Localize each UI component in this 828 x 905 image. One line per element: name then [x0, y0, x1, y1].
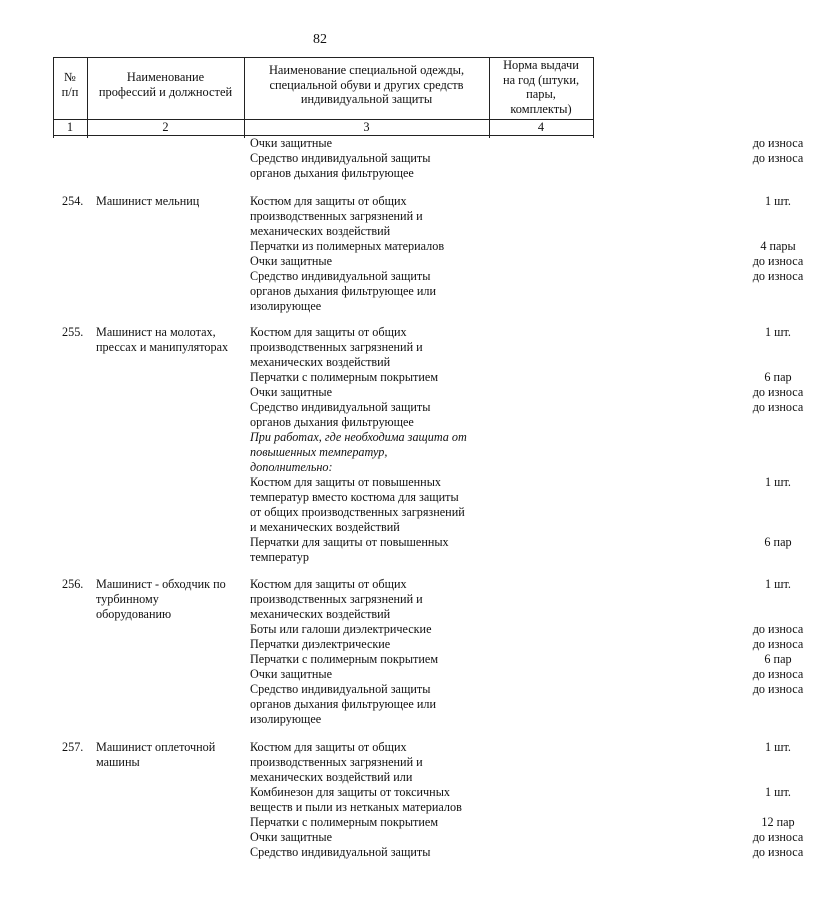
item-text: органов дыхания фильтрующее или: [250, 284, 437, 298]
item-text: изолирующее: [250, 299, 322, 313]
item-text: Комбинезон для защиты от токсичных: [250, 785, 450, 799]
item-line: [250, 269, 804, 284]
profession-name: [96, 325, 246, 355]
item-norm: до износа: [752, 830, 804, 844]
item-line: [250, 592, 500, 607]
item-text: Средство индивидуальной защиты: [250, 845, 431, 859]
item-text: Костюм для защиты от общих: [250, 325, 407, 339]
item-text: органов дыхания фильтрующее: [250, 415, 414, 429]
item-norm: до износа: [752, 269, 804, 283]
item-line: [250, 607, 500, 622]
item-line: [250, 136, 804, 151]
item-line: [250, 550, 500, 565]
item-text: Очки защитные: [250, 136, 332, 150]
item-line: [250, 209, 500, 224]
item-line: [250, 254, 804, 269]
header-col-equipment: Наименование специальной одежды, специальной обуви и других средств индивидуальной защиты: [268, 63, 465, 107]
item-text: При работах, где необходима защита от: [250, 430, 467, 444]
item-line: [250, 224, 500, 239]
header-number-1: 1: [66, 120, 74, 134]
profession-line: оборудованию: [96, 607, 172, 621]
item-line: [250, 712, 500, 727]
header-number-3: 3: [363, 120, 370, 134]
item-norm: до износа: [752, 385, 804, 399]
item-line: [250, 830, 804, 845]
item-norm: до износа: [752, 667, 804, 681]
item-line: [250, 520, 500, 535]
item-line: [250, 667, 804, 682]
profession-name: [96, 740, 246, 770]
item-line: [250, 340, 500, 355]
item-norm: 4 пары: [760, 239, 796, 253]
item-text: Очки защитные: [250, 385, 332, 399]
item-norm: 1 шт.: [765, 325, 791, 339]
item-text: механических воздействий или: [250, 770, 413, 784]
header-number-2: 2: [162, 120, 169, 134]
profession-line: Машинист мельниц: [96, 194, 200, 208]
continuation-items: [250, 136, 804, 181]
profession-line: машины: [96, 755, 140, 769]
page-number: 82: [313, 32, 327, 47]
item-text: Средство индивидуальной защиты: [250, 269, 431, 283]
item-text: Боты или галоши диэлектрические: [250, 622, 432, 636]
item-line: [250, 785, 791, 800]
item-norm: 1 шт.: [765, 475, 791, 489]
item-text: органов дыхания фильтрующее или: [250, 697, 437, 711]
equipment-list: [250, 194, 804, 314]
item-line: [250, 430, 500, 445]
header-col-profession: Наименование профессий и должностей: [98, 70, 233, 99]
item-norm: до износа: [752, 254, 804, 268]
item-text: механических воздействий: [250, 607, 391, 621]
row-number: 255.: [62, 325, 84, 339]
item-line: [250, 151, 804, 166]
item-text: Перчатки с полимерным покрытием: [250, 370, 439, 384]
item-line: [250, 682, 804, 697]
item-text: Перчатки диэлектрические: [250, 637, 391, 651]
item-text: температур: [250, 550, 309, 564]
item-text: Средство индивидуальной защиты: [250, 400, 431, 414]
item-norm: 6 пар: [764, 652, 792, 666]
item-line: [250, 460, 500, 475]
item-norm: 1 шт.: [765, 577, 791, 591]
profession-name: [96, 577, 246, 622]
item-text: Очки защитные: [250, 667, 332, 681]
profession-name: [96, 194, 246, 209]
item-norm: до износа: [752, 622, 804, 636]
item-text: Костюм для защиты от общих: [250, 194, 407, 208]
item-line: [250, 299, 500, 314]
item-line: [250, 505, 500, 520]
item-line: [250, 577, 791, 592]
item-line: [250, 652, 792, 667]
item-text: производственных загрязнений и: [250, 592, 423, 606]
item-text: производственных загрязнений и: [250, 209, 423, 223]
item-norm: 6 пар: [764, 370, 792, 384]
item-norm: 12 пар: [761, 815, 795, 829]
item-text: Перчатки с полимерным покрытием: [250, 652, 439, 666]
item-line: [250, 284, 500, 299]
item-norm: 1 шт.: [765, 785, 791, 799]
item-text: и механических воздействий: [250, 520, 400, 534]
profession-line: прессах и манипуляторах: [96, 340, 229, 354]
equipment-list: [250, 325, 804, 565]
item-line: [250, 166, 500, 181]
item-norm: 1 шт.: [765, 740, 791, 754]
item-text: производственных загрязнений и: [250, 340, 423, 354]
item-line: [250, 194, 791, 209]
item-text: Очки защитные: [250, 830, 332, 844]
row-number: 254.: [62, 194, 84, 208]
item-line: [250, 622, 804, 637]
item-text: изолирующее: [250, 712, 322, 726]
item-norm: 6 пар: [764, 535, 792, 549]
item-text: органов дыхания фильтрующее: [250, 166, 414, 180]
item-line: [250, 490, 500, 505]
profession-line: Машинист - обходчик по: [96, 577, 226, 591]
profession-line: Машинист оплеточной: [96, 740, 216, 754]
item-line: [250, 445, 500, 460]
item-line: [250, 475, 791, 490]
item-line: [250, 385, 804, 400]
item-text: веществ и пыли из нетканых материалов: [250, 800, 462, 814]
item-norm: до износа: [752, 400, 804, 414]
col-border: [593, 57, 594, 138]
row-number: 257.: [62, 740, 84, 754]
item-line: [250, 239, 796, 254]
item-line: [250, 535, 792, 550]
item-text: Средство индивидуальной защиты: [250, 151, 431, 165]
item-line: [250, 415, 500, 430]
row-number: 256.: [62, 577, 84, 591]
header-number-4: 4: [537, 120, 545, 134]
item-line: [250, 637, 804, 652]
item-text: производственных загрязнений и: [250, 755, 423, 769]
item-text: Средство индивидуальной защиты: [250, 682, 431, 696]
item-line: [250, 400, 804, 415]
item-text: Перчатки из полимерных материалов: [250, 239, 445, 253]
item-line: [250, 697, 500, 712]
profession-line: Машинист на молотах,: [96, 325, 216, 339]
item-norm: до износа: [752, 682, 804, 696]
item-norm: до износа: [752, 136, 804, 150]
item-line: [250, 355, 500, 370]
item-text: от общих производственных загрязнений: [250, 505, 465, 519]
item-text: Костюм для защиты от повышенных: [250, 475, 441, 489]
item-line: [250, 815, 795, 830]
equipment-list: [250, 740, 804, 860]
item-line: [250, 740, 791, 755]
item-norm: до износа: [752, 151, 804, 165]
equipment-list: [250, 577, 804, 727]
item-line: [250, 845, 804, 860]
header-col-norm: Норма выдачи на год (штуки, пары, комплекты): [502, 58, 580, 116]
item-text: дополнительно:: [250, 460, 333, 474]
item-text: Костюм для защиты от общих: [250, 740, 407, 754]
item-text: температур вместо костюма для защиты: [250, 490, 459, 504]
item-text: механических воздействий: [250, 224, 391, 238]
item-line: [250, 325, 791, 340]
item-text: Перчатки с полимерным покрытием: [250, 815, 439, 829]
item-line: [250, 770, 500, 785]
item-text: Очки защитные: [250, 254, 332, 268]
item-norm: 1 шт.: [765, 194, 791, 208]
item-line: [250, 370, 792, 385]
item-text: повышенных температур,: [250, 445, 388, 459]
item-text: механических воздействий: [250, 355, 391, 369]
profession-line: турбинному: [96, 592, 159, 606]
item-text: Перчатки для защиты от повышенных: [250, 535, 449, 549]
item-text: Костюм для защиты от общих: [250, 577, 407, 591]
item-norm: до износа: [752, 845, 804, 859]
item-line: [250, 800, 500, 815]
item-norm: до износа: [752, 637, 804, 651]
header-col-number: № п/п: [61, 70, 79, 99]
item-line: [250, 755, 500, 770]
